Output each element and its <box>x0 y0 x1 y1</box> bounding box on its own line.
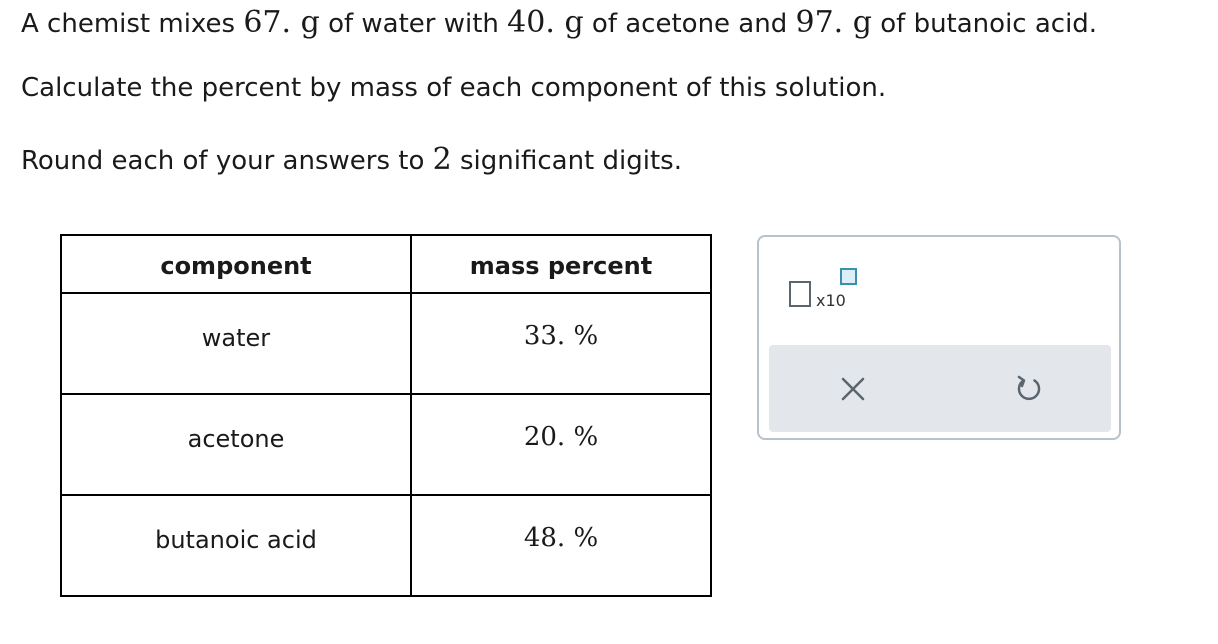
question-text: of butanoic acid. <box>871 9 1098 39</box>
question-text: of acetone and <box>583 9 796 39</box>
component-cell <box>61 495 411 596</box>
component-label: butanoic acid <box>155 525 317 554</box>
mass-percent-value: 33. % <box>523 320 599 351</box>
question-text: Round each of your answers to <box>21 146 433 176</box>
component-cell <box>61 394 411 495</box>
unit-grams: g <box>564 5 584 40</box>
close-icon <box>835 371 871 407</box>
exponent-box-icon <box>840 268 857 285</box>
unit-grams: g <box>300 5 320 40</box>
component-label: water <box>201 323 271 352</box>
sig-digits-value: 2 <box>432 142 452 177</box>
undo-icon <box>1011 371 1047 407</box>
question-text: of water with <box>319 9 508 39</box>
water-mass-value: 67. <box>243 5 292 40</box>
acetone-mass-value: 40. <box>507 5 555 40</box>
question-text: significant digits. <box>451 146 682 176</box>
undo-button[interactable] <box>1011 371 1047 407</box>
mass-percent-input-acetone[interactable] <box>411 394 711 495</box>
table-row <box>61 495 711 596</box>
mass-percent-input-butanoic-acid[interactable] <box>411 495 711 596</box>
mass-percent-input-water[interactable] <box>411 293 711 394</box>
butanoic-mass-value: 97. <box>795 5 844 40</box>
header-component: component <box>61 235 411 293</box>
header-mass-percent: mass percent <box>411 235 711 293</box>
answer-table <box>60 234 712 597</box>
mass-percent-value: 20. % <box>523 421 599 452</box>
scientific-notation-button[interactable] <box>789 265 861 315</box>
answer-tools-panel <box>757 235 1121 440</box>
question-line-1 <box>21 5 1097 40</box>
table-row <box>61 394 711 495</box>
table-header-row <box>61 235 711 293</box>
component-label: acetone <box>187 424 285 453</box>
table-row <box>61 293 711 394</box>
x10-label: x10 <box>816 291 846 310</box>
component-cell <box>61 293 411 394</box>
unit-grams: g <box>852 5 872 40</box>
question-line-3 <box>21 142 682 177</box>
mass-percent-value: 48. % <box>523 522 599 553</box>
clear-button[interactable] <box>835 371 871 407</box>
question-text: A chemist mixes <box>21 9 244 39</box>
mantissa-box-icon <box>789 281 811 307</box>
tool-bar <box>769 345 1111 432</box>
question-line-2: Calculate the percent by mass of each component of this solution. <box>21 73 887 103</box>
